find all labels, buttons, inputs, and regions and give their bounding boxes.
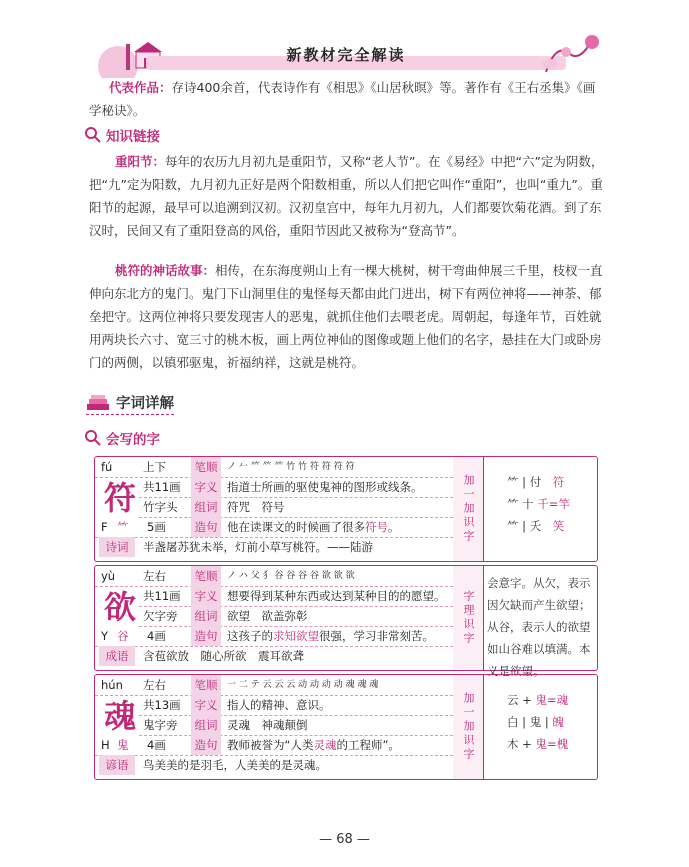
note-line: ⺮ | 付 符 (507, 475, 565, 489)
meaning: 想要得到某种东西或达到某种目的的愿望。 (227, 589, 446, 603)
label-zaoju: 造句 (191, 735, 221, 755)
section-writable-chars (84, 428, 160, 448)
note-line: 云 + 鬼=魂 (507, 693, 569, 707)
words: 欲望 欲盖弥彰 (227, 609, 308, 623)
paragraph-chongyang (89, 150, 605, 242)
stroke-order: ノ ハ 父 犭 谷 谷 谷 谷 欲 欲 欲 (227, 571, 355, 581)
intro-label: 代表作品： (109, 80, 172, 95)
index-letter: H (101, 738, 110, 752)
card-grid (95, 566, 454, 670)
magnifier-icon (84, 126, 102, 144)
words: 灵魂 神魂颠倒 (227, 718, 308, 732)
radical-name: 竹字头 (143, 500, 178, 514)
bottom-text: 半盏屠苏犹未举，灯前小草写桃符。——陆游 (143, 540, 373, 554)
card-grid (95, 675, 454, 779)
big-character: 欲 (103, 588, 136, 626)
card-row-bishun (95, 457, 453, 478)
note-line: ⺮ 十 千=竿 (507, 497, 570, 511)
card-row-bottom (95, 755, 453, 775)
label-ziyi: 字义 (191, 477, 221, 497)
label-zuci: 组词 (191, 715, 221, 735)
radical-strokes: 4画 (147, 738, 166, 752)
label-bishun: 笔顺 (191, 566, 221, 586)
section-knowledge-link (84, 125, 160, 145)
etymology-note: 会意字。从欠，表示因欠缺而产生欲望；从谷，表示人的欲望如山谷难以填满。本义是欲望。 (487, 576, 591, 678)
label-ziyi: 字义 (191, 695, 221, 715)
note-line: ⺮ | 夭 笑 (507, 519, 565, 533)
page-header (86, 26, 606, 78)
card-row-zuci (139, 497, 453, 518)
big-character: 魂 (103, 697, 136, 735)
stroke-count: 共11画 (143, 480, 181, 494)
section-title: 会写的字 (106, 432, 160, 448)
card-row-zuci (139, 715, 453, 736)
char-card-hun (94, 674, 598, 780)
radical-strokes: 4画 (147, 629, 166, 643)
sentence: 教师被誉为“人类灵魂的工程师”。 (227, 738, 400, 752)
index-letter: F (101, 520, 108, 534)
card-row-bottom (95, 537, 453, 557)
radical: ⺮ (117, 520, 129, 534)
pinyin: yù (101, 569, 116, 583)
label-zaoju: 造句 (191, 517, 221, 537)
sentence: 他在读课文的时候画了很多符号。 (227, 520, 400, 534)
card-row-ziyi (139, 477, 453, 498)
big-character: 符 (103, 479, 136, 517)
stroke-count: 共13画 (143, 698, 181, 712)
taofu-text: 相传，在东海度朔山上有一棵大桃树，树干弯曲伸展三千里，枝杈一直伸向东北方的鬼门。鬼门下山洞里住的鬼怪每天都由此门进出，树下有两位神将——神荼、郁垒把守。这两位神将只要发现害人的恶鬼，就抓住他们去喂老虎。周朝起，每逢年节，百姓就用两块长六寸、宽三寸的桃木板，画上两位神仙的图像或题上他们的名字，悬挂在大门或卧房门的两侧，以镇邪驱鬼，祈福纳祥，这就是桃符。 (89, 263, 603, 370)
stroke-order: ノ 𠂉 ⺮ ⺮ ⺮ 竹 竹 符 符 符 符 (227, 462, 355, 472)
intro-text: 存诗400余首，代表诗作有《相思》《山居秋暝》等。著作有《王右丞集》《画学秘诀》。 (89, 80, 596, 118)
meaning: 指人的精神、意识。 (227, 698, 331, 712)
side-label: 加一加识字 (453, 675, 484, 779)
radical: 谷 (117, 629, 129, 643)
add-notes (507, 471, 593, 537)
label-bishun: 笔顺 (191, 675, 221, 695)
structure: 左右 (143, 569, 166, 583)
pinyin: hún (101, 678, 123, 692)
card-row-zaoju (95, 735, 453, 756)
bottom-label: 谚语 (99, 755, 135, 775)
label-zuci: 组词 (191, 606, 221, 626)
radical-strokes: 5画 (147, 520, 166, 534)
stroke-count: 共11画 (143, 589, 181, 603)
bighead-title: 字词详解 (116, 396, 174, 412)
header-title: 新教材完全解读 (286, 46, 406, 64)
stroke-order: 一 二 テ 云 云 云 动 动 动 动 魂 魂 魂 (227, 680, 379, 690)
intro-paragraph (89, 76, 605, 122)
structure: 上下 (143, 460, 166, 474)
bottom-label: 诗词 (99, 537, 135, 557)
index-letter: Y (101, 629, 109, 643)
sentence: 这孩子的求知欲望很强，学习非常刻苦。 (227, 629, 434, 643)
structure: 左右 (143, 678, 166, 692)
card-row-zuci (139, 606, 453, 627)
radical-name: 欠字旁 (143, 609, 178, 623)
label-bishun: 笔顺 (191, 457, 221, 477)
books-icon (86, 395, 110, 411)
taofu-label: 桃符的神话故事： (115, 263, 216, 278)
section-title: 知识链接 (106, 129, 160, 145)
side-label: 加一加识字 (453, 457, 484, 561)
radical-name: 鬼字旁 (143, 718, 178, 732)
section-word-explain (86, 392, 174, 415)
chongyang-text: 每年的农历九月初九是重阳节，又称“老人节”。在《易经》中把“六”定为阴数，把“九”定为阳数，九月初九正好是两个阳数相重，所以人们把它叫作“重阳”，也叫“重九”。重阳节的起源，最早可以追溯到汉初。汉初皇宫中，每年九月初九，人们都要饮菊花酒。到了东汉时，民间又有了重阳登高的风俗，重阳节因此又被称为“登高节”。 (89, 154, 604, 238)
char-card-fu (94, 456, 598, 562)
pinyin: fú (101, 460, 113, 474)
bottom-text: 鸟美美的是羽毛，人美美的是灵魂。 (143, 758, 327, 772)
card-row-zaoju (95, 626, 453, 647)
side-label: 字理识字 (453, 566, 484, 670)
label-zaoju: 造句 (191, 626, 221, 646)
card-row-bishun (95, 566, 453, 587)
page-number: — 68 — (319, 832, 370, 847)
meaning: 指道士所画的驱使鬼神的图形或线条。 (227, 480, 423, 494)
card-row-bishun (95, 675, 453, 696)
card-row-zaoju (95, 517, 453, 538)
words: 符咒 符号 (227, 500, 285, 514)
bottom-label: 成语 (99, 646, 135, 666)
magnifier-icon (84, 429, 102, 447)
note-line: 木 + 鬼=槐 (507, 737, 569, 751)
chongyang-label: 重阳节： (115, 154, 166, 169)
card-grid (95, 457, 454, 561)
card-row-ziyi (139, 586, 453, 607)
paragraph-taofu (89, 259, 605, 374)
char-card-yu (94, 565, 598, 678)
bottom-text: 含苞欲放 随心所欲 震耳欲聋 (143, 649, 304, 663)
add-notes (507, 689, 593, 755)
label-zuci: 组词 (191, 497, 221, 517)
card-row-ziyi (139, 695, 453, 716)
label-ziyi: 字义 (191, 586, 221, 606)
flower-illustration (536, 32, 606, 76)
radical: 鬼 (117, 738, 129, 752)
note-line: 白 | 鬼 | 魄 (507, 715, 564, 729)
card-row-bottom (95, 646, 453, 666)
